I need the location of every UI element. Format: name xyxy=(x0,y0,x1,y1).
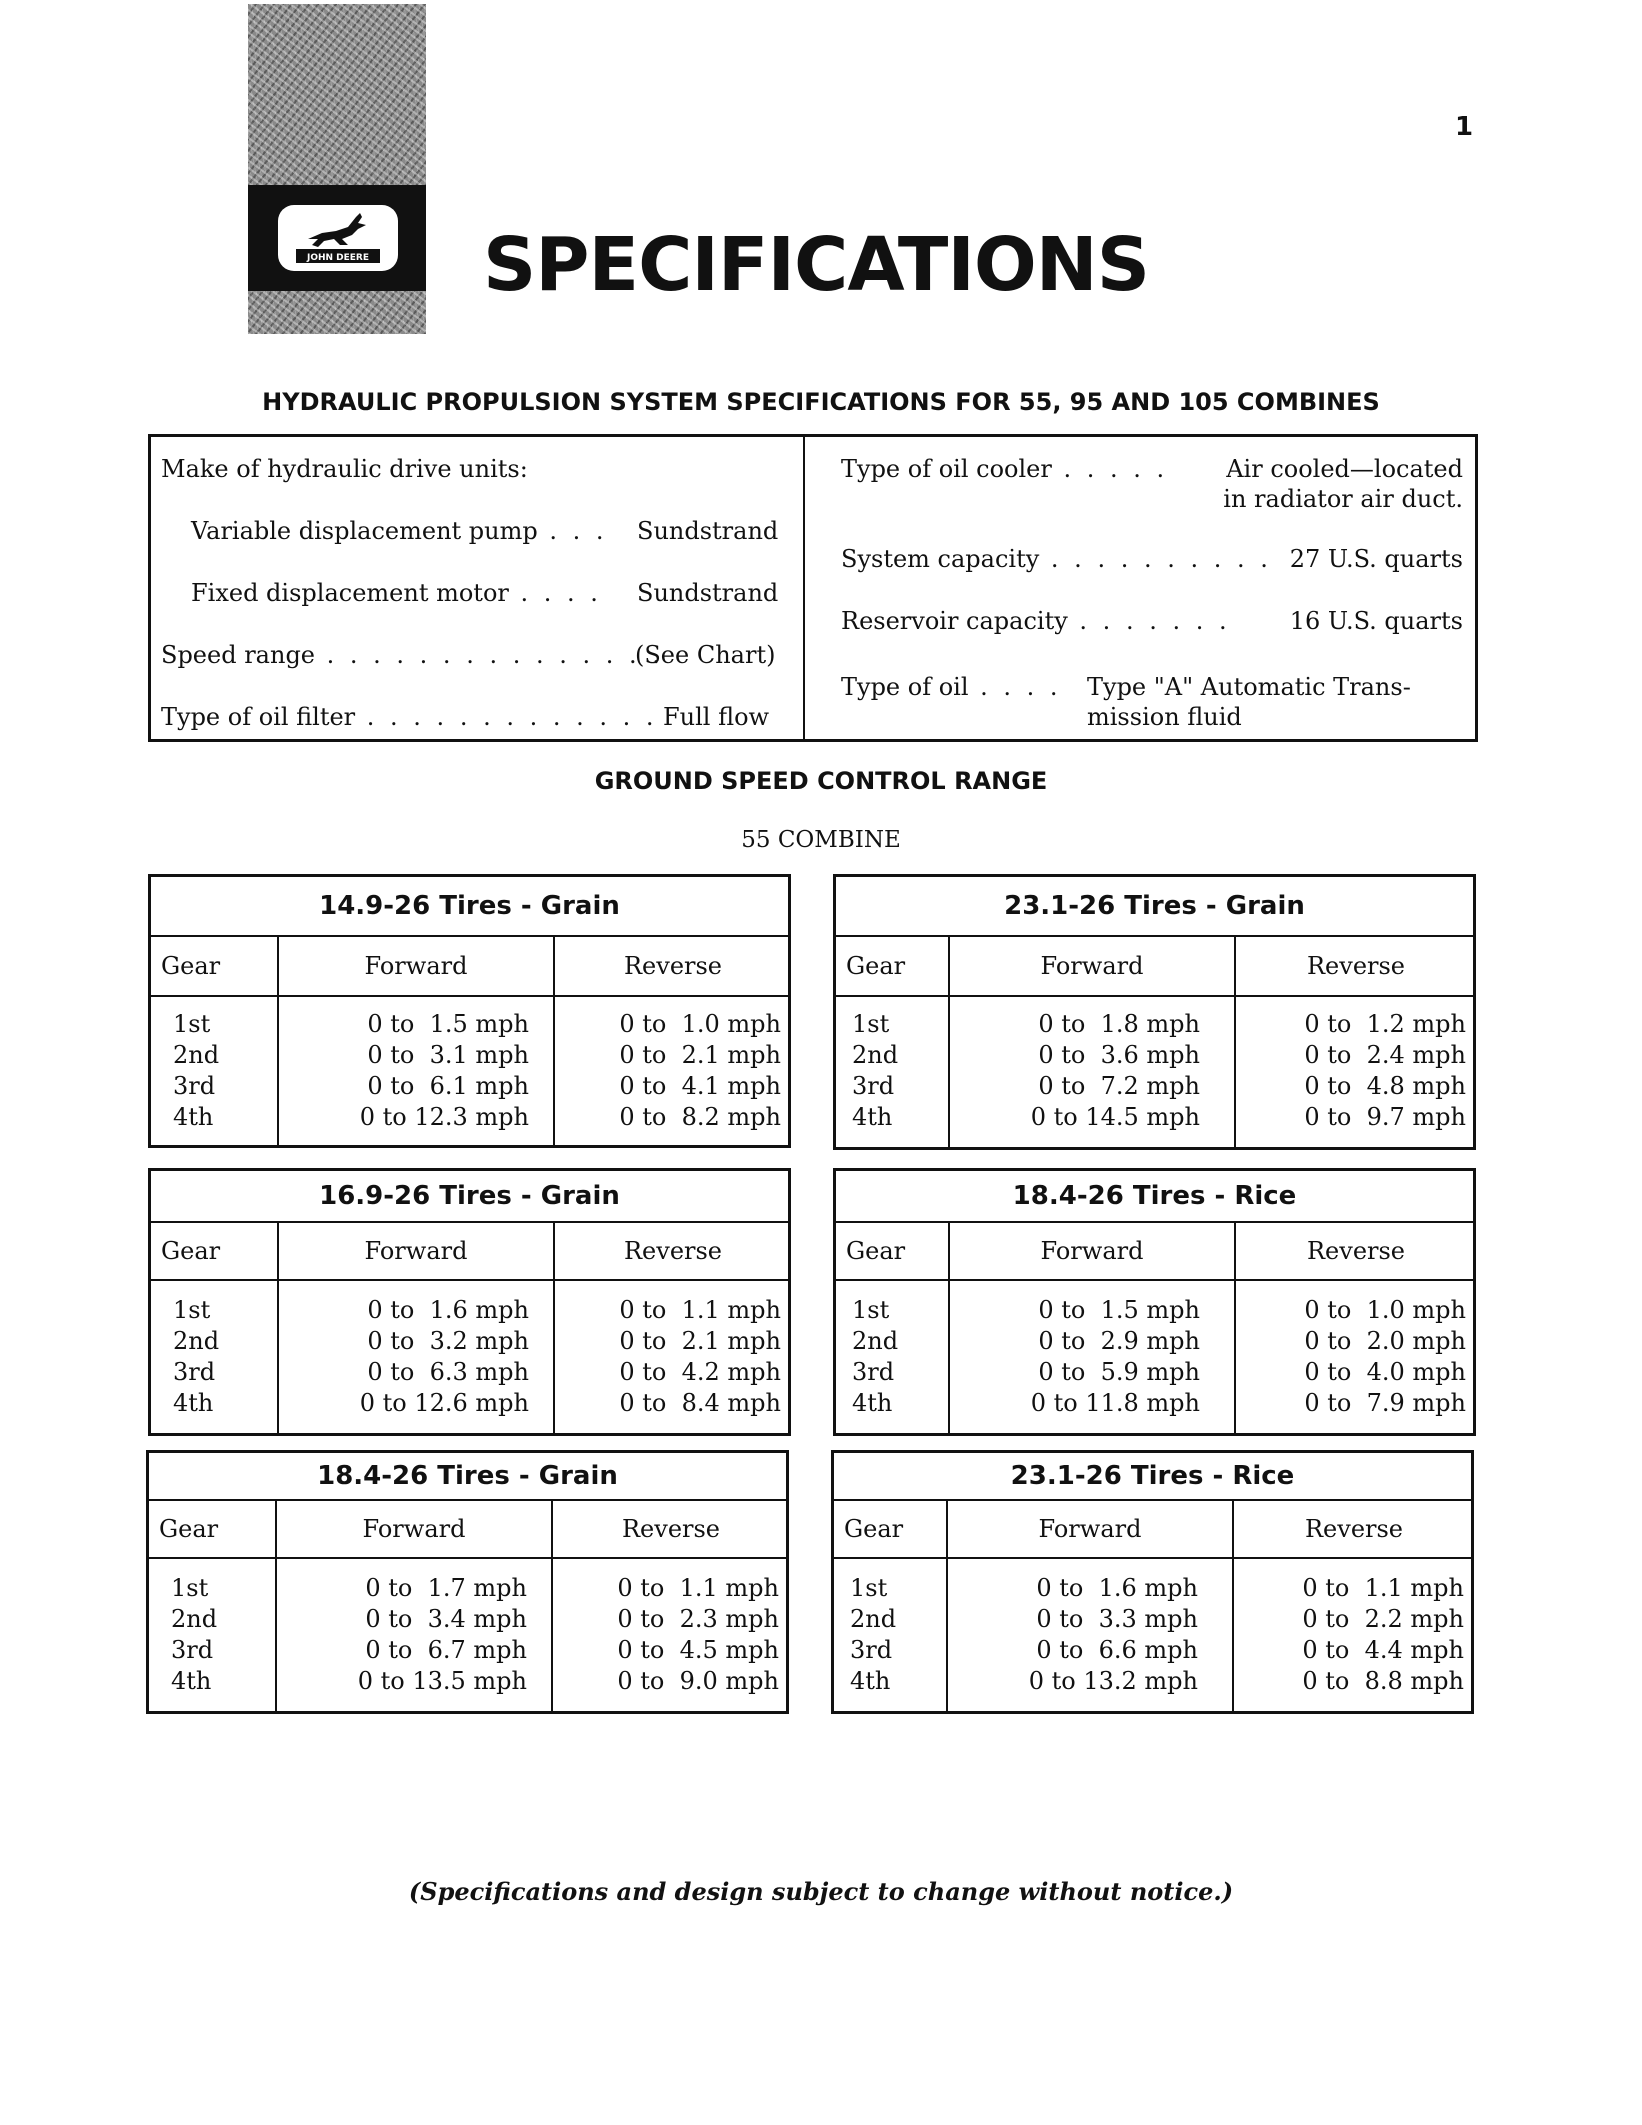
system-capacity-label: System capacity . . . . . . . . . . xyxy=(841,545,1272,573)
col-header-forward: Forward xyxy=(364,952,468,980)
pump-label: Variable displacement pump . . . xyxy=(191,517,608,545)
table-row: 1st 0 to 1.8 mph 0 to 1.2 mph xyxy=(852,1010,1466,1038)
table-row: 1st 0 to 1.5 mph 0 to 1.0 mph xyxy=(852,1296,1466,1324)
table-row: 2nd 0 to 2.9 mph 0 to 2.0 mph xyxy=(852,1327,1466,1355)
col-header-gear: Gear xyxy=(159,1515,219,1543)
spec-divider xyxy=(803,437,805,739)
pump-value: Sundstrand xyxy=(637,517,779,545)
table-title: 23.1-26 Tires - Rice xyxy=(1010,1461,1295,1491)
footer-note: (Specifications and design subject to change without notice.) xyxy=(408,1877,1234,1906)
speed-table-16-9-grain xyxy=(148,1168,791,1436)
table-row: 3rd 0 to 6.6 mph 0 to 4.4 mph xyxy=(850,1636,1464,1664)
system-capacity-value: 27 U.S. quarts xyxy=(1289,545,1463,573)
col-header-gear: Gear xyxy=(161,1237,221,1265)
oil-cooler-value-1: Air cooled—located xyxy=(1226,455,1463,483)
speed-range-value: (See Chart) xyxy=(635,641,776,669)
col-header-reverse: Reverse xyxy=(1306,1237,1406,1265)
col-header-gear: Gear xyxy=(846,952,906,980)
table-row: 1st 0 to 1.7 mph 0 to 1.1 mph xyxy=(171,1574,779,1602)
john-deere-logo xyxy=(278,205,398,271)
table-row: 4th 0 to 14.5 mph 0 to 9.7 mph xyxy=(852,1103,1466,1131)
motor-label: Fixed displacement motor . . . . xyxy=(191,579,602,607)
table-row: 4th 0 to 12.3 mph 0 to 8.2 mph xyxy=(173,1103,781,1131)
oil-cooler-value-2: in radiator air duct. xyxy=(1223,485,1463,513)
table-title: 18.4-26 Tires - Rice xyxy=(1012,1181,1297,1211)
col-header-forward: Forward xyxy=(1040,1237,1144,1265)
table-title: 16.9-26 Tires - Grain xyxy=(319,1181,620,1211)
speed-table-23-1-rice xyxy=(831,1450,1474,1714)
table-row: 4th 0 to 12.6 mph 0 to 8.4 mph xyxy=(173,1389,781,1417)
page-title: SPECIFICATIONS xyxy=(483,222,1149,308)
table-row: 2nd 0 to 3.4 mph 0 to 2.3 mph xyxy=(171,1605,779,1633)
col-header-forward: Forward xyxy=(364,1237,468,1265)
combine-subheading: 55 COMBINE xyxy=(741,827,901,853)
table-title: 23.1-26 Tires - Grain xyxy=(1004,891,1305,921)
logo-band xyxy=(248,185,426,291)
table-row: 1st 0 to 1.6 mph 0 to 1.1 mph xyxy=(173,1296,781,1324)
hydraulic-heading: HYDRAULIC PROPULSION SYSTEM SPECIFICATIONS FOR 55, 95 AND 105 COMBINES xyxy=(262,388,1380,416)
table-row: 1st 0 to 1.6 mph 0 to 1.1 mph xyxy=(850,1574,1464,1602)
oil-type-value-1: Type "A" Automatic Trans- xyxy=(1087,673,1411,701)
col-header-reverse: Reverse xyxy=(623,952,723,980)
speed-table-18-4-grain xyxy=(146,1450,789,1714)
table-row: 1st 0 to 1.5 mph 0 to 1.0 mph xyxy=(173,1010,781,1038)
hydraulic-spec-box xyxy=(148,434,1478,742)
table-row: 4th 0 to 13.2 mph 0 to 8.8 mph xyxy=(850,1667,1464,1695)
speed-table-23-1-grain xyxy=(833,874,1476,1150)
reservoir-capacity-label: Reservoir capacity . . . . . . . xyxy=(841,607,1231,635)
col-header-gear: Gear xyxy=(846,1237,906,1265)
reservoir-capacity-value: 16 U.S. quarts xyxy=(1289,607,1463,635)
col-header-reverse: Reverse xyxy=(623,1237,723,1265)
col-header-reverse: Reverse xyxy=(1304,1515,1404,1543)
oil-type-value-2: mission fluid xyxy=(1087,703,1242,731)
oil-cooler-label: Type of oil cooler . . . . . xyxy=(841,455,1169,483)
col-header-forward: Forward xyxy=(362,1515,466,1543)
table-row: 3rd 0 to 6.1 mph 0 to 4.1 mph xyxy=(173,1072,781,1100)
table-row: 3rd 0 to 6.3 mph 0 to 4.2 mph xyxy=(173,1358,781,1386)
deer-icon xyxy=(278,205,398,271)
table-title: 18.4-26 Tires - Grain xyxy=(317,1461,618,1491)
oil-filter-value: Full flow xyxy=(663,703,770,731)
table-title: 14.9-26 Tires - Grain xyxy=(319,891,620,921)
table-row: 2nd 0 to 3.3 mph 0 to 2.2 mph xyxy=(850,1605,1464,1633)
col-header-gear: Gear xyxy=(161,952,221,980)
motor-value: Sundstrand xyxy=(637,579,779,607)
col-header-reverse: Reverse xyxy=(1306,952,1406,980)
col-header-reverse: Reverse xyxy=(621,1515,721,1543)
table-row: 4th 0 to 11.8 mph 0 to 7.9 mph xyxy=(852,1389,1466,1417)
table-row: 3rd 0 to 6.7 mph 0 to 4.5 mph xyxy=(171,1636,779,1664)
table-row: 2nd 0 to 3.6 mph 0 to 2.4 mph xyxy=(852,1041,1466,1069)
make-label: Make of hydraulic drive units: xyxy=(161,455,528,483)
col-header-forward: Forward xyxy=(1040,952,1144,980)
col-header-forward: Forward xyxy=(1038,1515,1142,1543)
table-row: 2nd 0 to 3.2 mph 0 to 2.1 mph xyxy=(173,1327,781,1355)
oil-filter-label: Type of oil filter . . . . . . . . . . . . . xyxy=(161,703,658,731)
ground-speed-heading: GROUND SPEED CONTROL RANGE xyxy=(594,767,1048,795)
speed-table-18-4-rice xyxy=(833,1168,1476,1436)
logo-text: JOHN DEERE xyxy=(306,253,370,263)
speed-range-label: Speed range . . . . . . . . . . . . . . . xyxy=(161,641,664,669)
table-row: 2nd 0 to 3.1 mph 0 to 2.1 mph xyxy=(173,1041,781,1069)
page-number: 1 xyxy=(1455,112,1474,142)
speed-table-14-9-grain xyxy=(148,874,791,1148)
logo-block xyxy=(248,4,426,334)
table-row: 4th 0 to 13.5 mph 0 to 9.0 mph xyxy=(171,1667,779,1695)
table-row: 3rd 0 to 5.9 mph 0 to 4.0 mph xyxy=(852,1358,1466,1386)
table-row: 3rd 0 to 7.2 mph 0 to 4.8 mph xyxy=(852,1072,1466,1100)
col-header-gear: Gear xyxy=(844,1515,904,1543)
oil-type-label: Type of oil . . . . xyxy=(841,673,1062,701)
